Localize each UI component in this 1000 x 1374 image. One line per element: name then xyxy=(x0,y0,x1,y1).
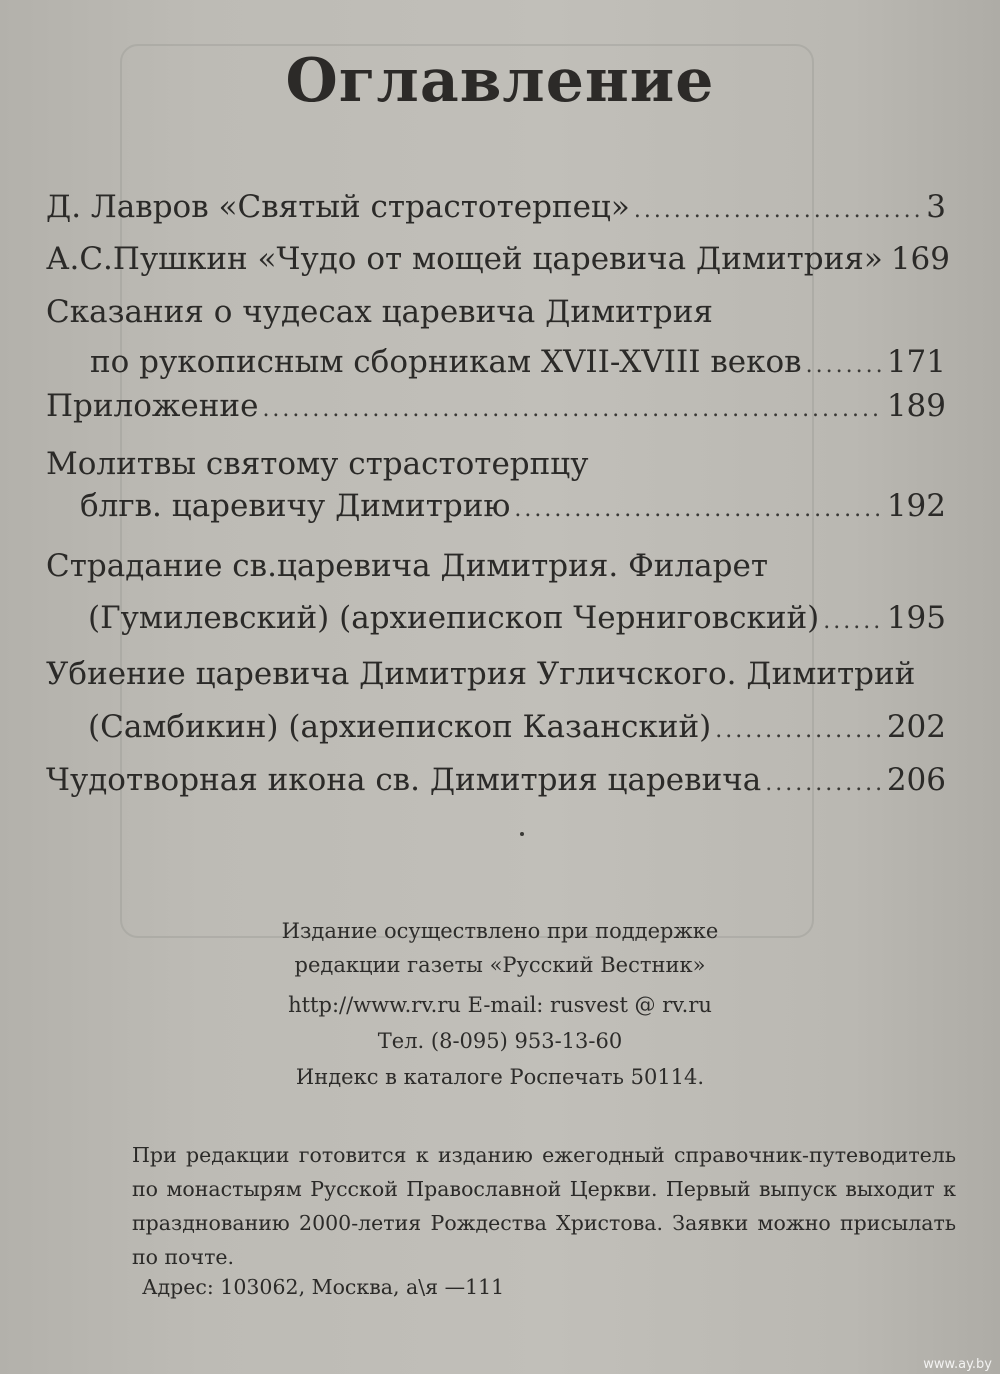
toc-entry-page: 169 xyxy=(890,241,950,277)
toc-entry xyxy=(80,486,946,530)
toc-entry xyxy=(46,386,946,430)
toc-entry-title: Д. Лавров «Святый страстотерпец» xyxy=(46,189,630,225)
print-speck xyxy=(520,832,524,836)
toc-entry-page: 189 xyxy=(886,388,946,424)
toc-leader-dots xyxy=(634,191,922,231)
toc-entry-page: 171 xyxy=(886,344,946,380)
toc-entry-page: 202 xyxy=(886,709,946,745)
editorial-note: При редакции готовится к изданию ежегодный справочник-путеводитель по монастырям Русской Православной Церкви. Первый выпуск выходит к празднованию 2000-летия Рождества Христова. Заявки можно присылать по почте. xyxy=(132,1143,956,1269)
toc-entry-title: (Самбикин) (архиепископ Казанский) xyxy=(88,709,712,745)
toc-entry-title: Сказания о чудесах царевича Димитрия xyxy=(46,294,713,330)
toc-entry xyxy=(88,598,946,642)
toc-entry xyxy=(90,342,946,386)
publisher-info-line: http://www.rv.ru E-mail: rusvest @ rv.ru xyxy=(288,993,712,1017)
toc-entry-page: 206 xyxy=(886,762,946,798)
toc-entry xyxy=(46,760,946,804)
publisher-info-line: редакции газеты «Русский Вестник» xyxy=(294,953,706,977)
toc-leader-dots xyxy=(715,711,883,751)
toc-leader-dots xyxy=(823,602,883,642)
toc-leader-dots xyxy=(514,490,882,530)
postal-address: Адрес: 103062, Москва, а\я —111 xyxy=(142,1275,505,1299)
toc-entry-title: Чудотворная икона св. Димитрия царевича xyxy=(46,762,762,798)
toc-entry-page: 195 xyxy=(886,600,946,636)
toc-entry-title: по рукописным сборникам XVII-XVIII веков xyxy=(90,344,802,380)
toc-entry-title: Убиение царевича Димитрия Угличского. Димитрий xyxy=(46,656,916,692)
toc-entry xyxy=(46,654,946,694)
toc-leader-dots xyxy=(262,390,882,430)
toc-entry xyxy=(46,239,950,283)
toc-entry xyxy=(46,444,946,484)
toc-entry xyxy=(46,546,946,586)
toc-entry-title: блгв. царевичу Димитрию xyxy=(80,488,511,524)
publisher-info-line: Издание осуществлено при поддержке xyxy=(281,919,719,943)
toc-entry-page: 192 xyxy=(886,488,946,524)
publisher-info-line: Индекс в каталоге Роспечать 50114. xyxy=(295,1065,705,1089)
toc-entry-title: А.С.Пушкин «Чудо от мощей царевича Димитрия» xyxy=(46,241,883,277)
publisher-info-line: Тел. (8-095) 953-13-60 xyxy=(377,1029,623,1053)
toc-leader-dots xyxy=(765,764,883,804)
toc-entry xyxy=(46,292,946,332)
toc-entry-title: (Гумилевский) (архиепископ Черниговский) xyxy=(88,600,820,636)
toc-entry-title: Страдание св.царевича Димитрия. Филарет xyxy=(46,548,768,584)
toc-entry-title: Молитвы святому страстотерпцу xyxy=(46,446,589,482)
page-title: Оглавление xyxy=(285,46,715,116)
toc-entry-title: Приложение xyxy=(46,388,259,424)
toc-leader-dots xyxy=(806,346,883,386)
toc-entry xyxy=(46,187,946,231)
toc-entry-page: 3 xyxy=(926,189,946,225)
site-watermark: www.ay.by xyxy=(923,1357,992,1372)
toc-entry xyxy=(88,707,946,751)
